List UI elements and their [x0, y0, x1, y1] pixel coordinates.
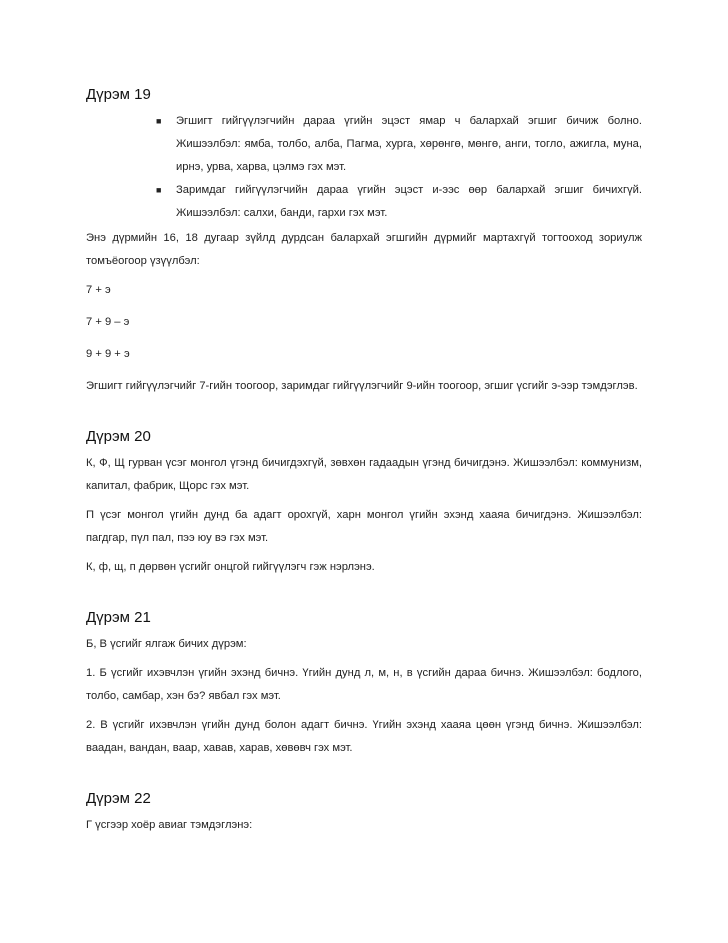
rule-20-paragraph-3: К, ф, щ, п дөрвөн үсгийг онцгой гийгүүлэгч гэж нэрлэнэ.: [86, 561, 375, 573]
rule-19-bullet-1: [86, 110, 642, 179]
square-bullet-icon: ■: [156, 116, 162, 126]
rule-19-bullet-1-text: Эгшигт гийгүүлэгчийн дараа үгийн эцэст ямар ч балархай эгшиг бичиж болно. Жишээлбэл: ямба, толбо, алба, Пагма, хурга, хөрөнгө, мөнгө, анги, тогло, ажигла, муна, ирнэ, урва, харва, цэлмэ гэх мэт.: [176, 115, 642, 173]
document-page: [86, 84, 642, 865]
rule-20-paragraph-2: П үсэг монгол үгийн дунд ба адагт орохгүй, харн монгол үгийн эхэнд хааяа бичигдэнэ. Жишээлбэл: пагдгар, пүл пал, пээ юу вэ гэх мэт.: [86, 509, 642, 544]
formula-1: 7 + э: [86, 284, 111, 296]
square-bullet-icon: ■: [156, 185, 162, 195]
rule-21-paragraph-3: 2. В үсгийг ихэвчлэн үгийн дунд болон адагт бичнэ. Үгийн эхэнд хааяа цөөн үгэнд бичнэ. Жишээлбэл: ваадан, вандан, ваар, хавав, харав, хөвөвч гэх мэт.: [86, 719, 642, 754]
formula-2: 7 + 9 – э: [86, 316, 130, 328]
rule-19-bullet-2-text: Заримдаг гийгүүлэгчийн дараа үгийн эцэст и-ээс өөр балархай эгшиг бичихгүй. Жишээлбэл: салхи, банди, гархи гэх мэт.: [176, 184, 642, 219]
rule-19-intro: Энэ дүрмийн 16, 18 дугаар зүйлд дурдсан балархай эгшгийн дүрмийг мартахгүй тогтооход зориулж томъёогоор үзүүлбэл:: [86, 232, 642, 267]
rule-21-section: [86, 607, 642, 760]
rule-21-paragraph-2: 1. Б үсгийг ихэвчлэн үгийн эхэнд бичнэ. Үгийн дунд л, м, н, в үсгийн дараа бичнэ. Жишээлбэл: бодлого, толбо, самбар, хэн бэ? явбал гэх мэт.: [86, 667, 642, 702]
rule-22-title: Дүрэм 22: [86, 790, 151, 807]
rule-22-section: [86, 788, 642, 837]
rule-21-paragraph-1: Б, В үсгийг ялгаж бичих дүрэм:: [86, 638, 247, 650]
rule-19-section: [86, 84, 642, 398]
rule-19-bullet-list: [86, 110, 642, 225]
formula-3: 9 + 9 + э: [86, 348, 130, 360]
rule-19-title: Дүрэм 19: [86, 86, 151, 103]
rule-19-bullet-2: [86, 179, 642, 225]
rule-20-section: [86, 426, 642, 579]
rule-20-paragraph-1: К, Ф, Щ гурван үсэг монгол үгэнд бичигдэхгүй, зөвхөн гадаадын үгэнд бичигдэнэ. Жишээлбэл: коммунизм, капитал, фабрик, Щорс гэх мэт.: [86, 457, 642, 492]
rule-21-title: Дүрэм 21: [86, 609, 151, 626]
rule-19-note: Эгшигт гийгүүлэгчийг 7-гийн тоогоор, заримдаг гийгүүлэгчийг 9-ийн тоогоор, эгшиг үсгийг э-ээр тэмдэглэв.: [86, 380, 638, 392]
rule-20-title: Дүрэм 20: [86, 428, 151, 445]
rule-22-paragraph-1: Г үсгээр хоёр авиаг тэмдэглэнэ:: [86, 819, 253, 831]
